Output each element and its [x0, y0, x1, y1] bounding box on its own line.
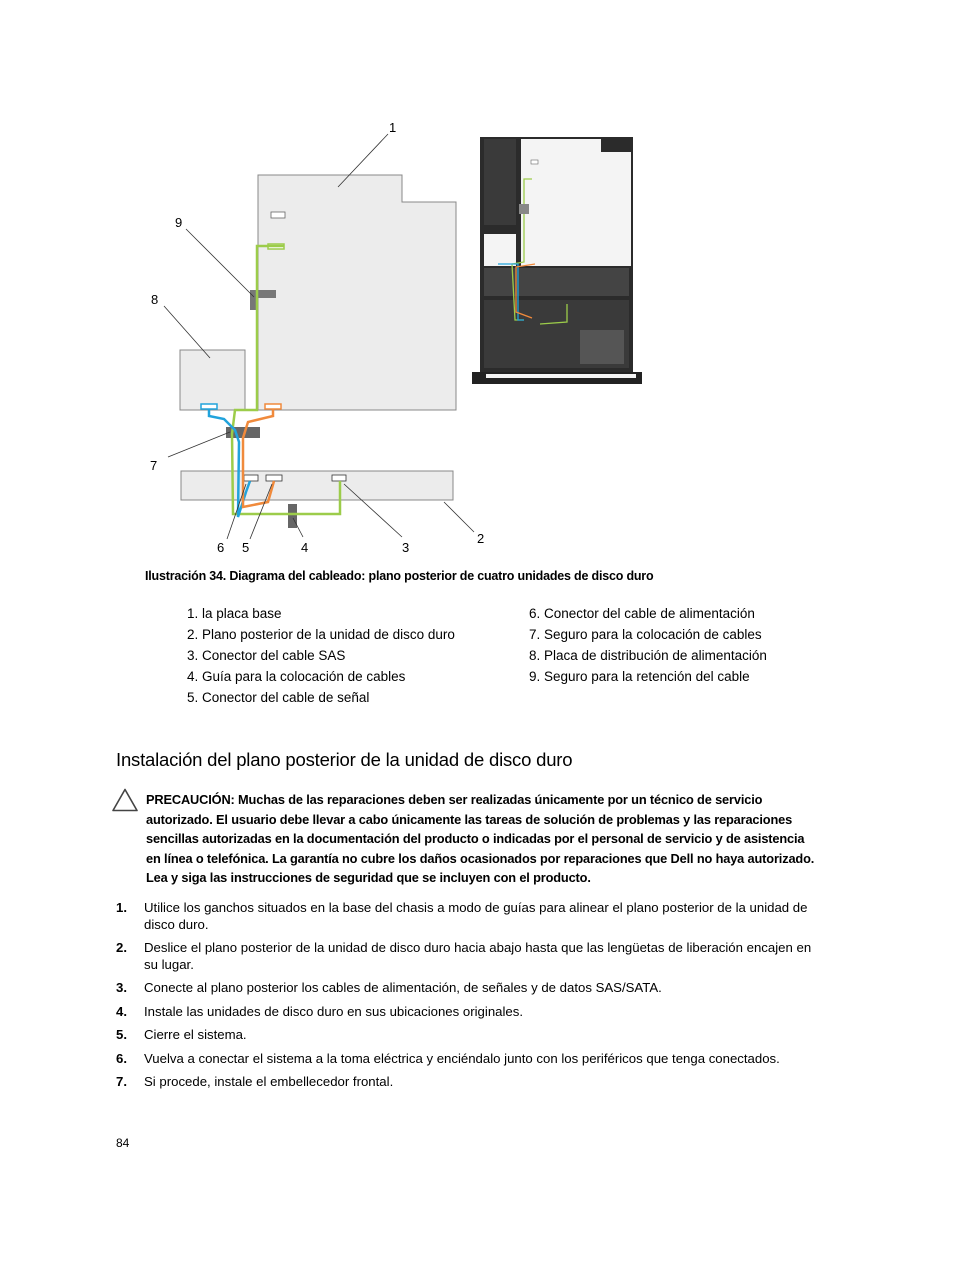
cabling-diagram — [140, 112, 660, 562]
step-text: Si procede, instale el embellecedor frontal. — [144, 1074, 394, 1089]
steps-list — [116, 900, 816, 1098]
step-number: 1. — [116, 900, 127, 915]
legend-item: 4. Guía para la colocación de cables — [187, 669, 406, 684]
step-item — [116, 940, 816, 973]
callout-1: 1 — [389, 120, 397, 135]
hard-drive-backplane — [181, 471, 453, 500]
callout-3: 3 — [402, 540, 410, 555]
power-distribution-board — [180, 350, 245, 410]
caution-text: PRECAUCIÓN: Muchas de las reparaciones deben ser realizadas únicamente por un técnico de servicio autorizado. El usuario debe llevar a cabo únicamente las tareas de solución de problemas y las reparaciones sencillas autorizadas en la documentación del producto o indicadas por el personal de servicio y de asistencia en línea o telefónica. La garantía no cubre los daños ocasionados por reparaciones que Dell no haya autorizado. Lea y siga las instrucciones de seguridad que se incluyen con el producto. — [146, 792, 815, 885]
step-item — [116, 1004, 816, 1021]
step-text: Vuelva a conectar el sistema a la toma eléctrica y enciéndalo junto con los periféricos que tenga conectados. — [144, 1050, 780, 1066]
warning-triangle-icon — [112, 788, 138, 812]
legend-item: 5. Conector del cable de señal — [187, 690, 370, 705]
legend-item: 8. Placa de distribución de alimentación — [529, 648, 767, 663]
legend-column-2 — [529, 603, 767, 687]
step-item — [116, 1074, 816, 1091]
step-text: Utilice los ganchos situados en la base del chasis a modo de guías para alinear el plano posterior de la unidad de disco duro. — [144, 900, 808, 932]
legend-item: 6. Conector del cable de alimentación — [529, 606, 755, 621]
step-text: Instale las unidades de disco duro en sus ubicaciones originales. — [144, 1003, 524, 1019]
step-item — [116, 1027, 816, 1044]
step-item — [116, 980, 816, 997]
legend-item: 3. Conector del cable SAS — [187, 648, 346, 663]
step-number: 7. — [116, 1074, 127, 1089]
step-number: 5. — [116, 1027, 127, 1042]
page-number: 84 — [116, 1136, 130, 1150]
callout-2: 2 — [477, 531, 485, 546]
section-title: Instalación del plano posterior de la unidad de disco duro — [116, 749, 573, 770]
step-item — [116, 900, 816, 933]
step-text: Conecte al plano posterior los cables de alimentación, de señales y de datos SAS/SATA. — [144, 980, 662, 995]
step-text: Deslice el plano posterior de la unidad de disco duro hacia abajo hasta que las lengüetas de liberación encajen en su lugar. — [144, 940, 812, 972]
legend-column-1 — [187, 603, 455, 708]
step-number: 6. — [116, 1050, 127, 1066]
step-item — [116, 1051, 816, 1068]
legend-item: 7. Seguro para la colocación de cables — [529, 627, 762, 642]
system-board — [258, 175, 456, 410]
chassis-overview — [472, 137, 642, 384]
callout-8: 8 — [151, 292, 159, 307]
step-number: 2. — [116, 940, 127, 955]
callout-7: 7 — [150, 458, 158, 473]
legend-item: 9. Seguro para la retención del cable — [529, 669, 750, 684]
callout-6: 6 — [217, 540, 225, 555]
legend-item: 2. Plano posterior de la unidad de disco duro — [187, 627, 455, 642]
callout-5: 5 — [242, 540, 250, 555]
step-number: 4. — [116, 1003, 127, 1019]
step-number: 3. — [116, 980, 127, 995]
callout-9: 9 — [175, 215, 183, 230]
step-text: Cierre el sistema. — [144, 1027, 247, 1042]
legend-item: 1. la placa base — [187, 606, 282, 621]
callout-4: 4 — [301, 540, 309, 555]
figure-caption: Ilustración 34. Diagrama del cableado: plano posterior de cuatro unidades de disco duro — [145, 569, 654, 583]
